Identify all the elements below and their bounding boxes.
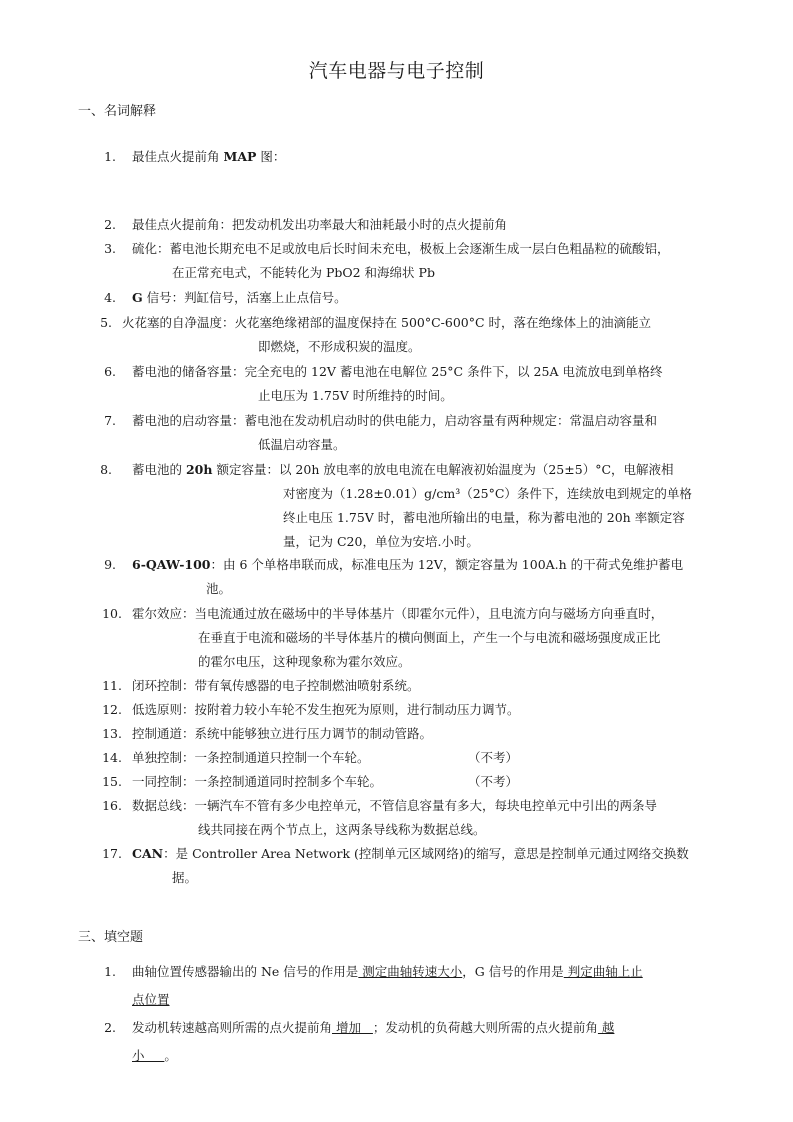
answer-blank: 增加 bbox=[332, 1020, 373, 1035]
document-page: 汽车电器与电子控制 一、名词解释 1. 最佳点火提前角 MAP 图： 2. 最佳点火提前角：把发动机发出功率最大和油耗最小时的点火提前角 3. 硫化：蓄电池长期充电不足或放电后长时间未充电，极板上会逐渐生成一层白色粗晶粒的硫酸铝， 在正常充电式，不能转化为 PbO2 和海绵状 Pb 4. G 信号：判缸信号，活塞上止点信号。 5. 火花塞的自净温度：火花塞绝缘裙部的温度保持在 500°C-600°C 时，落在绝缘体上的油滴能立 即燃烧，不形成积炭的温度。 6. 蓄电池的储备容量：完全充电的 12V 蓄电池在电解位 25°C 条件下，以 25A 电流放电到单格终 止电压为 1.75V 时所维持的时间。 7. 蓄电池的启动容量：蓄电池在发动机启动时的供电能力，启动容量有两种规定：常温启动容量和 低温启动容量。 8. 蓄电池的 20h 额定容量：以 20h 放电率的放电电流在电解液初始温度为（25±5）°C，电解液相 对密度为（1.28±0.01）g/cm³（25°C）条件下，连续放电到规定的单格 终止电压 1.75V 时，蓄电池所输出的电量，称为蓄电池的 20h 率额定容 量，记为 C20，单位为安培.小时。 9. 6-QAW-100：由 6 个单格串联而成，标准电压为 12V，额定容量为 100A.h 的干荷式免维护蓄电 池。 10. 霍尔效应：当电流通过放在磁场中的半导体基片（即霍尔元件），且电流方向与磁场方向垂直时， 在垂直于电流和磁场的半导体基片的横向侧面上，产生一个与电流和磁场强度成正比 的霍尔电压，这种现象称为霍尔效应。 11. 闭环控制：带有氧传感器的电子控制燃油喷射系统。 12. 低选原则：按附着力较小车轮不发生抱死为原则，进行制动压力调节。 13. 控制通道：系统中能够独立进行压力调节的制动管路。 14. 单独控制：一条控制通道只控制一个车轮。 （不考） 15. 一同控制：一条控制通道同时控制多个车轮。 （不考） 16. 数据总线：一辆汽车不管有多少电控单元，不管信息容量有多大，每块电控单元中引出的两条导 线共同接在两个节点上，这两条导线称为数据总线。 17. CAN：是 Controller Area Network (控制单元区域网络)的缩写，意思是控制单元通过网络交换数 据。 三、填空题 1. 曲轴位置传感器输出的 Ne 信号的作用是 测定曲轴转速大小，G 信号的作用是 判定曲轴上止 点位置 2. 发动机转速越高则所需的点火提前角 增加 ；发动机的负荷越大则所需的点火提前角 越 小 。 bbox=[0, 0, 793, 1122]
document-title: 汽车电器与电子控制 bbox=[308, 60, 485, 82]
section-heading-fill-in: 三、填空题 bbox=[78, 930, 144, 945]
answer-blank: 点位置 bbox=[132, 992, 170, 1007]
answer-blank: 测定曲轴转速大小 bbox=[358, 964, 463, 979]
answer-blank: 小 bbox=[132, 1048, 165, 1063]
answer-blank: 判定曲轴上止 bbox=[563, 964, 643, 979]
answer-blank: 越 bbox=[597, 1020, 615, 1035]
section-heading-definitions: 一、名词解释 bbox=[78, 104, 157, 119]
